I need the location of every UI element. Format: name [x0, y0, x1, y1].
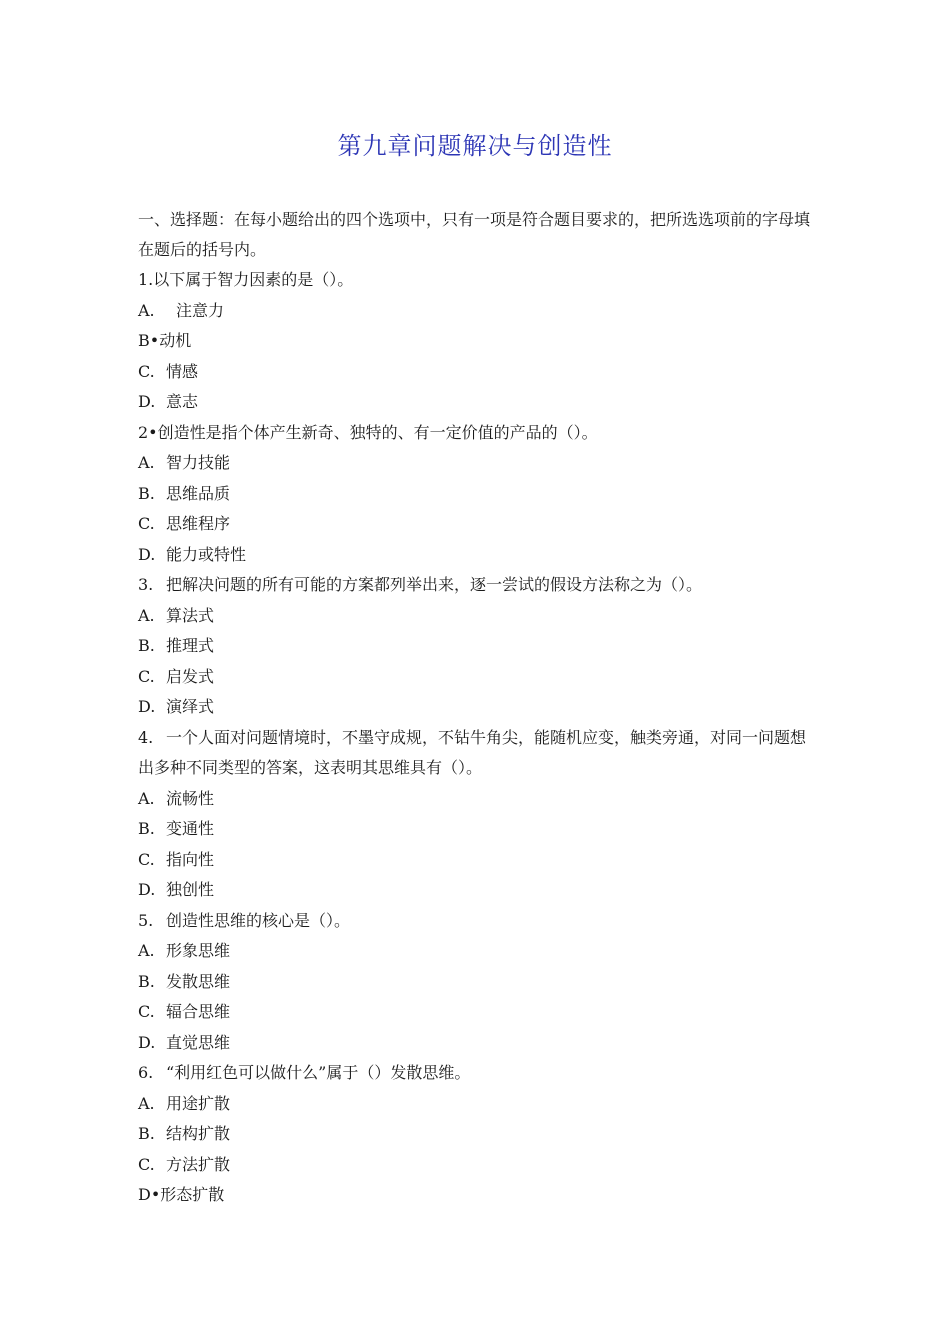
question-3-option-a — [138, 601, 818, 632]
question-2-option-a — [138, 448, 818, 479]
question-1-option-a — [138, 296, 818, 327]
option-label: B. — [138, 819, 155, 838]
question-6-option-a — [138, 1089, 818, 1120]
option-label: C. — [138, 1002, 155, 1021]
question-number: 6. — [138, 1063, 154, 1082]
option-label: A. — [138, 788, 155, 808]
question-3-option-c — [138, 662, 818, 693]
option-text: 形态扩散 — [160, 1185, 225, 1204]
question-4-option-d — [138, 875, 818, 906]
option-label: C. — [138, 849, 155, 869]
question-6-option-b — [138, 1119, 818, 1150]
option-label: B. — [138, 971, 155, 991]
option-text: 演绎式 — [166, 697, 215, 716]
option-label: B• — [138, 331, 160, 350]
option-text: 能力或特性 — [166, 544, 247, 564]
option-text: 动机 — [159, 331, 192, 350]
option-text: 形象思维 — [166, 941, 231, 960]
option-text: 发散思维 — [166, 971, 231, 991]
option-label: A. — [138, 605, 155, 625]
document-body — [138, 205, 818, 1211]
option-text: 直觉思维 — [166, 1032, 231, 1052]
option-text: 思维程序 — [166, 514, 231, 533]
question-4-stem — [138, 723, 818, 784]
option-text: 注意力 — [176, 300, 225, 320]
question-4-option-c — [138, 845, 818, 876]
option-label: A. — [138, 300, 155, 320]
question-5-option-d — [138, 1028, 818, 1059]
section-intro: 一、选择题：在每小题给出的四个选项中，只有一项是符合题目要求的，把所选选项前的字母填在题后的括号内。 — [138, 210, 811, 259]
question-text: 把解决问题的所有可能的方案都列举出来，逐一尝试的假设方法称之为（）。 — [166, 575, 703, 594]
question-text: 创造性思维的核心是（）。 — [166, 910, 351, 930]
option-label: D. — [138, 880, 156, 899]
option-text: 方法扩散 — [166, 1154, 231, 1174]
question-5-option-b — [138, 967, 818, 998]
option-label: C. — [138, 514, 155, 533]
option-label: D• — [138, 1185, 161, 1204]
option-text: 指向性 — [166, 849, 215, 869]
page-title: 第九章问题解决与创造性 — [337, 132, 613, 160]
option-label: C. — [138, 1154, 155, 1174]
option-label: B. — [138, 483, 155, 503]
question-6-stem — [138, 1058, 818, 1089]
option-label: A. — [138, 453, 155, 472]
option-label: C. — [138, 361, 155, 381]
option-label: B. — [138, 1124, 155, 1143]
option-label: D. — [138, 392, 156, 411]
option-text: 流畅性 — [166, 788, 215, 808]
option-text: 变通性 — [166, 819, 215, 838]
question-3-option-d — [138, 692, 818, 723]
question-4-option-b — [138, 814, 818, 845]
option-text: 结构扩散 — [166, 1124, 231, 1143]
question-1-option-b — [138, 326, 818, 357]
question-4-option-a — [138, 784, 818, 815]
question-2-option-b — [138, 479, 818, 510]
question-3-option-b — [138, 631, 818, 662]
option-text: 意志 — [166, 392, 199, 411]
option-label: A. — [138, 1093, 155, 1113]
question-number: 3. — [138, 575, 154, 594]
question-2-stem: 2•创造性是指个体产生新奇、独特的、有一定价值的产品的（）。 — [138, 422, 598, 442]
option-text: 算法式 — [166, 605, 215, 625]
option-text: 推理式 — [166, 636, 215, 655]
option-label: C. — [138, 666, 155, 686]
question-1-option-d — [138, 387, 818, 418]
option-text: 思维品质 — [166, 483, 231, 503]
option-label: D. — [138, 697, 156, 716]
option-label: D. — [138, 544, 156, 564]
question-5-option-a — [138, 936, 818, 967]
question-3-stem — [138, 570, 818, 601]
question-text: “利用红色可以做什么”属于（）发散思维。 — [166, 1063, 471, 1082]
question-1-option-c — [138, 357, 818, 388]
option-text: 用途扩散 — [166, 1093, 231, 1113]
option-text: 情感 — [166, 361, 199, 381]
question-5-option-c — [138, 997, 818, 1028]
question-number: 4. — [138, 727, 154, 747]
question-2-option-d — [138, 540, 818, 571]
question-number: 5. — [138, 910, 154, 930]
question-6-option-c — [138, 1150, 818, 1181]
option-text: 启发式 — [166, 666, 215, 686]
question-5-stem — [138, 906, 818, 937]
option-label: A. — [138, 941, 155, 960]
option-text: 独创性 — [166, 880, 215, 899]
option-text: 智力技能 — [166, 453, 231, 472]
option-label: B. — [138, 636, 155, 655]
option-text: 辐合思维 — [166, 1002, 231, 1021]
question-1-stem: 1.以下属于智力因素的是（）。 — [138, 270, 354, 289]
question-text: 一个人面对问题情境时，不墨守成规，不钻牛角尖，能随机应变，触类旁通，对同一问题想出多种不同类型的答案，这表明其思维具有（）。 — [138, 727, 807, 777]
option-label: D. — [138, 1032, 156, 1052]
question-2-option-c — [138, 509, 818, 540]
question-6-option-d — [138, 1180, 818, 1211]
